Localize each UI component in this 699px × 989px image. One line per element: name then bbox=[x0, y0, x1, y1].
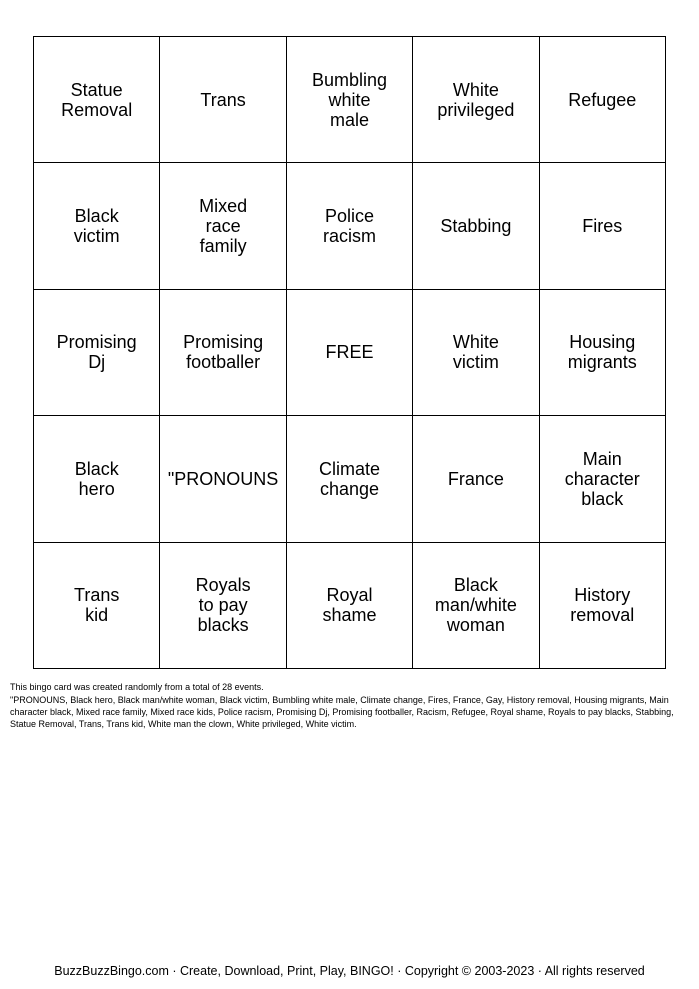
bingo-cell-label: White victim bbox=[452, 332, 499, 373]
bingo-cell bbox=[540, 37, 666, 163]
bingo-cell bbox=[540, 416, 666, 542]
bingo-cell-label: Statue Removal bbox=[61, 79, 133, 120]
bingo-cell-label: Royal shame bbox=[322, 585, 377, 626]
bingo-cell bbox=[413, 543, 539, 669]
bingo-cell bbox=[287, 163, 413, 289]
bingo-cell-label: Refugee bbox=[568, 89, 637, 110]
card-events-list: "PRONOUNS, Black hero, Black man/white woman, Black victim, Bumbling white male, Climate change, Fires, France, Gay, History removal, Housing migrants, Main character black, Mixed race family, Mixed race kids, Police racism, Promising Dj, Promising footballer, Racism, Refugee, Royal shame, Royals to pay blacks, Stabbing, Statue Removal, Trans, Trans kid, White man the clown, White privileged, White victim. bbox=[10, 695, 674, 729]
bingo-cell bbox=[160, 543, 286, 669]
bingo-cell-label: FREE bbox=[325, 342, 374, 363]
bingo-cell-label: Bumbling white male bbox=[311, 69, 388, 130]
bingo-cell bbox=[34, 290, 160, 416]
bingo-free-cell bbox=[287, 290, 413, 416]
bingo-cell-label: Black victim bbox=[73, 206, 120, 247]
bingo-cell-label: History removal bbox=[570, 585, 635, 626]
bingo-cell bbox=[413, 163, 539, 289]
bingo-cell-label: France bbox=[447, 468, 504, 489]
bingo-cell bbox=[160, 163, 286, 289]
bingo-cell bbox=[287, 37, 413, 163]
bingo-cell-label: Black man/white woman bbox=[434, 575, 517, 636]
bingo-card-grid bbox=[33, 36, 666, 669]
bingo-cell bbox=[160, 290, 286, 416]
bingo-cell bbox=[287, 543, 413, 669]
bingo-cell-label: Trans kid bbox=[74, 585, 120, 626]
bingo-cell-label: Stabbing bbox=[440, 216, 512, 237]
bingo-cell bbox=[413, 37, 539, 163]
page-footer: BuzzBuzzBingo.com · Create, Download, Print, Play, BINGO! · Copyright © 2003-2023 · All rights reserved bbox=[54, 964, 645, 978]
bingo-cell bbox=[413, 290, 539, 416]
bingo-cell-label: Housing migrants bbox=[567, 332, 637, 373]
bingo-cell bbox=[34, 416, 160, 542]
bingo-cell-label: Police racism bbox=[322, 206, 376, 247]
bingo-cell-label: "PRONOUNS bbox=[167, 468, 279, 489]
bingo-cell-label: Black hero bbox=[74, 458, 119, 499]
bingo-cell bbox=[540, 290, 666, 416]
bingo-cell-label: White privileged bbox=[437, 79, 515, 120]
bingo-cell bbox=[413, 416, 539, 542]
bingo-cell-label: Promising footballer bbox=[183, 332, 264, 373]
bingo-cell bbox=[540, 163, 666, 289]
bingo-cell-label: Promising Dj bbox=[56, 332, 137, 373]
bingo-cell bbox=[540, 543, 666, 669]
bingo-cell bbox=[34, 543, 160, 669]
bingo-cell-label: Fires bbox=[582, 216, 623, 237]
card-info bbox=[10, 681, 690, 731]
bingo-cell-label: Royals to pay blacks bbox=[195, 575, 251, 636]
bingo-cell bbox=[34, 163, 160, 289]
bingo-cell bbox=[287, 416, 413, 542]
bingo-cell-label: Climate change bbox=[318, 458, 380, 499]
bingo-cell-label: Trans bbox=[200, 89, 246, 110]
bingo-cell bbox=[34, 37, 160, 163]
bingo-cell-label: Main character black bbox=[564, 448, 640, 509]
bingo-cell bbox=[160, 37, 286, 163]
bingo-cell-label: Mixed race family bbox=[199, 196, 248, 257]
bingo-cell bbox=[160, 416, 286, 542]
card-info-note: This bingo card was created randomly from a total of 28 events. bbox=[10, 682, 264, 692]
